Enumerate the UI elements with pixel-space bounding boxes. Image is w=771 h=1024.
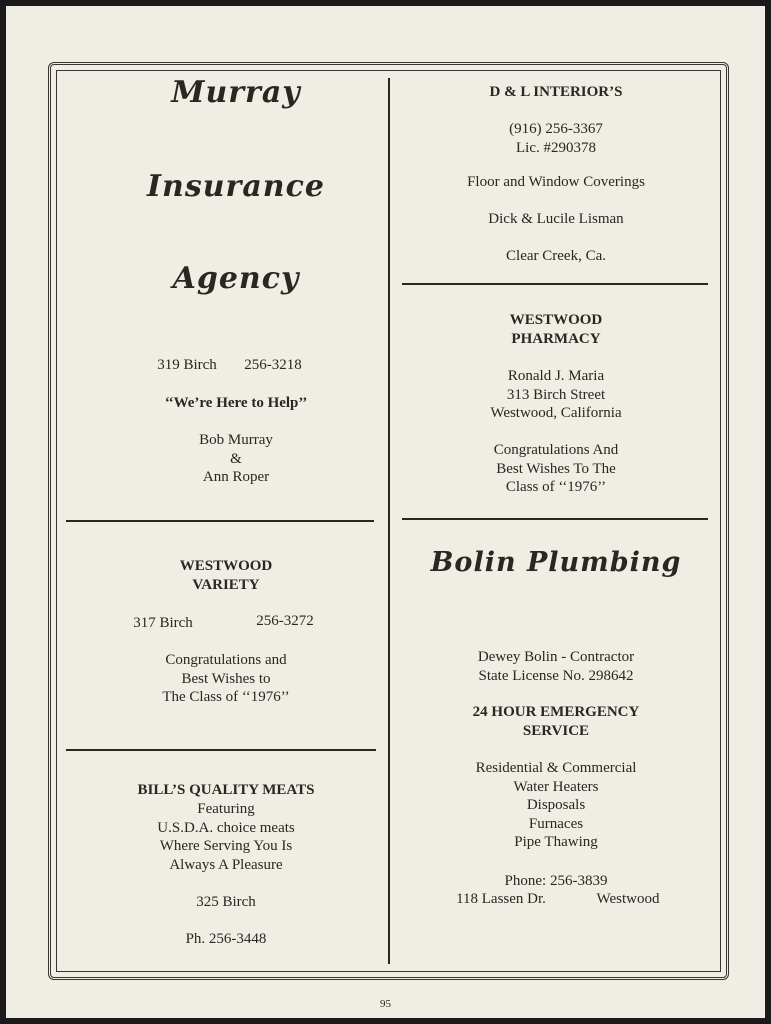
meats-address: 325 Birch [196,894,256,910]
variety-name [86,557,366,594]
variety-address: 317 Birch [133,615,193,631]
murray-title-2: Insurance [147,169,325,204]
pharmacy-name-2: PHARMACY [511,330,601,347]
dl-phone-license [406,120,706,157]
bolin-title: Bolin Plumbing [430,547,682,578]
murray-title-1: Murray [171,75,301,110]
dl-name: D & L INTERIOR’S [489,84,623,100]
divider-right-1 [402,283,708,285]
bolin-city: Westwood [596,891,660,907]
murray-and: & [230,450,242,467]
bolin-contractor-info [406,648,706,685]
variety-name-1: WESTWOOD [179,558,273,574]
pharmacy-name-1: WESTWOOD [509,312,603,328]
center-divider [388,78,390,964]
bolin-address: 118 Lassen Dr. [456,891,546,907]
pharmacy-details [406,367,706,423]
dl-location: Clear Creek, Ca. [506,248,606,264]
page-number: 95 [380,998,391,1010]
bolin-service-item: Furnaces [528,815,584,832]
murray-person-2: Ann Roper [202,469,270,485]
meats-line-3: Where Serving You Is [159,838,293,854]
dl-license: Lic. #290378 [516,139,596,156]
variety-name-2: VARIETY [192,576,260,593]
murray-contacts [136,431,336,487]
bolin-service-item: Water Heaters [513,778,599,795]
bolin-phone: Phone: 256-3839 [504,873,608,889]
meats-line-2: U.S.D.A. choice meats [157,819,295,836]
divider-left-1 [66,520,374,522]
dl-owners: Dick & Lucile Lisman [488,211,624,227]
variety-phone: 256-3272 [256,613,314,629]
divider-right-2 [402,518,708,520]
meats-description [86,800,366,874]
pharmacy-msg-1: Congratulations And [493,442,619,458]
meats-line-1: Featuring [197,801,255,817]
bolin-contractor: Dewey Bolin - Contractor [477,649,635,665]
pharmacy-message [406,441,706,497]
murray-person-1: Bob Murray [199,432,273,448]
bolin-services [406,759,706,852]
variety-msg-3: The Class of ‘‘1976’’ [162,689,290,705]
variety-msg-1: Congratulations and [165,652,287,668]
divider-left-2 [66,749,376,751]
pharmacy-msg-2: Best Wishes To The [496,460,616,477]
bolin-service-item: Pipe Thawing [514,834,598,850]
bolin-service-item: Disposals [526,797,586,813]
bolin-service-item: Residential & Commercial [475,760,637,776]
pharmacy-owner: Ronald J. Maria [507,368,605,384]
bolin-emergency [406,703,706,740]
pharmacy-city: Westwood, California [490,405,622,421]
bolin-emergency-1: 24 HOUR EMERGENCY [472,704,640,720]
murray-address: 319 Birch [157,357,217,373]
meats-name: BILL’S QUALITY MEATS [137,782,315,798]
murray-phone: 256-3218 [244,357,302,373]
dl-service: Floor and Window Coverings [467,174,645,190]
pharmacy-msg-3: Class of ‘‘1976’’ [505,479,607,495]
bolin-license: State License No. 298642 [478,667,634,684]
murray-slogan: ‘‘We’re Here to Help’’ [164,395,308,411]
murray-title-3: Agency [172,261,300,296]
pharmacy-name [406,311,706,348]
bolin-emergency-2: SERVICE [522,722,590,739]
yearbook-page [6,6,765,1018]
pharmacy-address: 313 Birch Street [506,386,606,403]
meats-line-4: Always A Pleasure [169,856,283,873]
meats-phone: Ph. 256-3448 [185,931,267,947]
variety-message [86,651,366,707]
dl-phone: (916) 256-3367 [509,121,603,137]
variety-msg-2: Best Wishes to [181,670,271,687]
